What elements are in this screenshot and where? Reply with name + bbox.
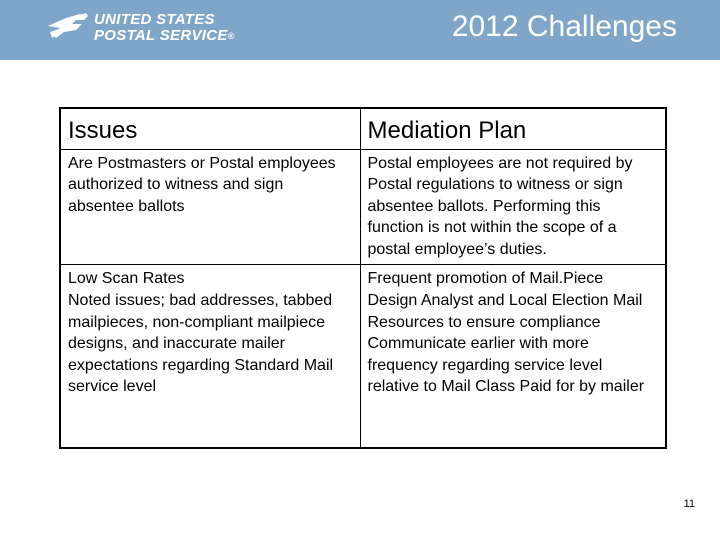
issue-cell: [60, 265, 360, 448]
plan-cell: [360, 149, 666, 265]
plan-text: Postal employees are not required by Postal regulations to witness or sign absentee ballots. Performing this function is not within the scope of a postal employee’s duties.: [367, 154, 633, 258]
plan-cell: [360, 265, 666, 448]
logo-wordmark: [94, 12, 235, 44]
logo-line-1: UNITED STATES: [94, 11, 215, 28]
issue-text: Are Postmasters or Postal employees authorized to witness and sign absentee ballots: [68, 154, 336, 215]
plan-text: Frequent promotion of Mail.Piece Design Analyst and Local Election Mail Resources to ensure compliance: [367, 270, 643, 331]
logo-line-2: POSTAL SERVICE®: [94, 27, 235, 44]
challenges-table: [59, 107, 667, 449]
table-header-row: [60, 108, 666, 149]
usps-logo: [46, 8, 235, 48]
header-issues: Issues: [60, 108, 360, 149]
plan-text: Communicate earlier with more frequency regarding service level relative to Mail Class Paid for by mailer: [367, 335, 645, 396]
table-row: [60, 149, 666, 265]
header-bar: [0, 0, 720, 60]
issue-heading: Low Scan Rates: [68, 270, 185, 288]
eagle-icon: [46, 8, 90, 48]
header-mediation-plan: Mediation Plan: [360, 108, 666, 149]
page-number: 11: [683, 498, 695, 510]
table-row: [60, 265, 666, 448]
slide-title: 2012 Challenges: [451, 10, 677, 43]
issue-cell: [60, 149, 360, 265]
issue-text: Noted issues; bad addresses, tabbed mailpieces, non-compliant mailpiece designs, and inaccurate mailer expectations regarding Standard Mail service level: [68, 292, 334, 396]
